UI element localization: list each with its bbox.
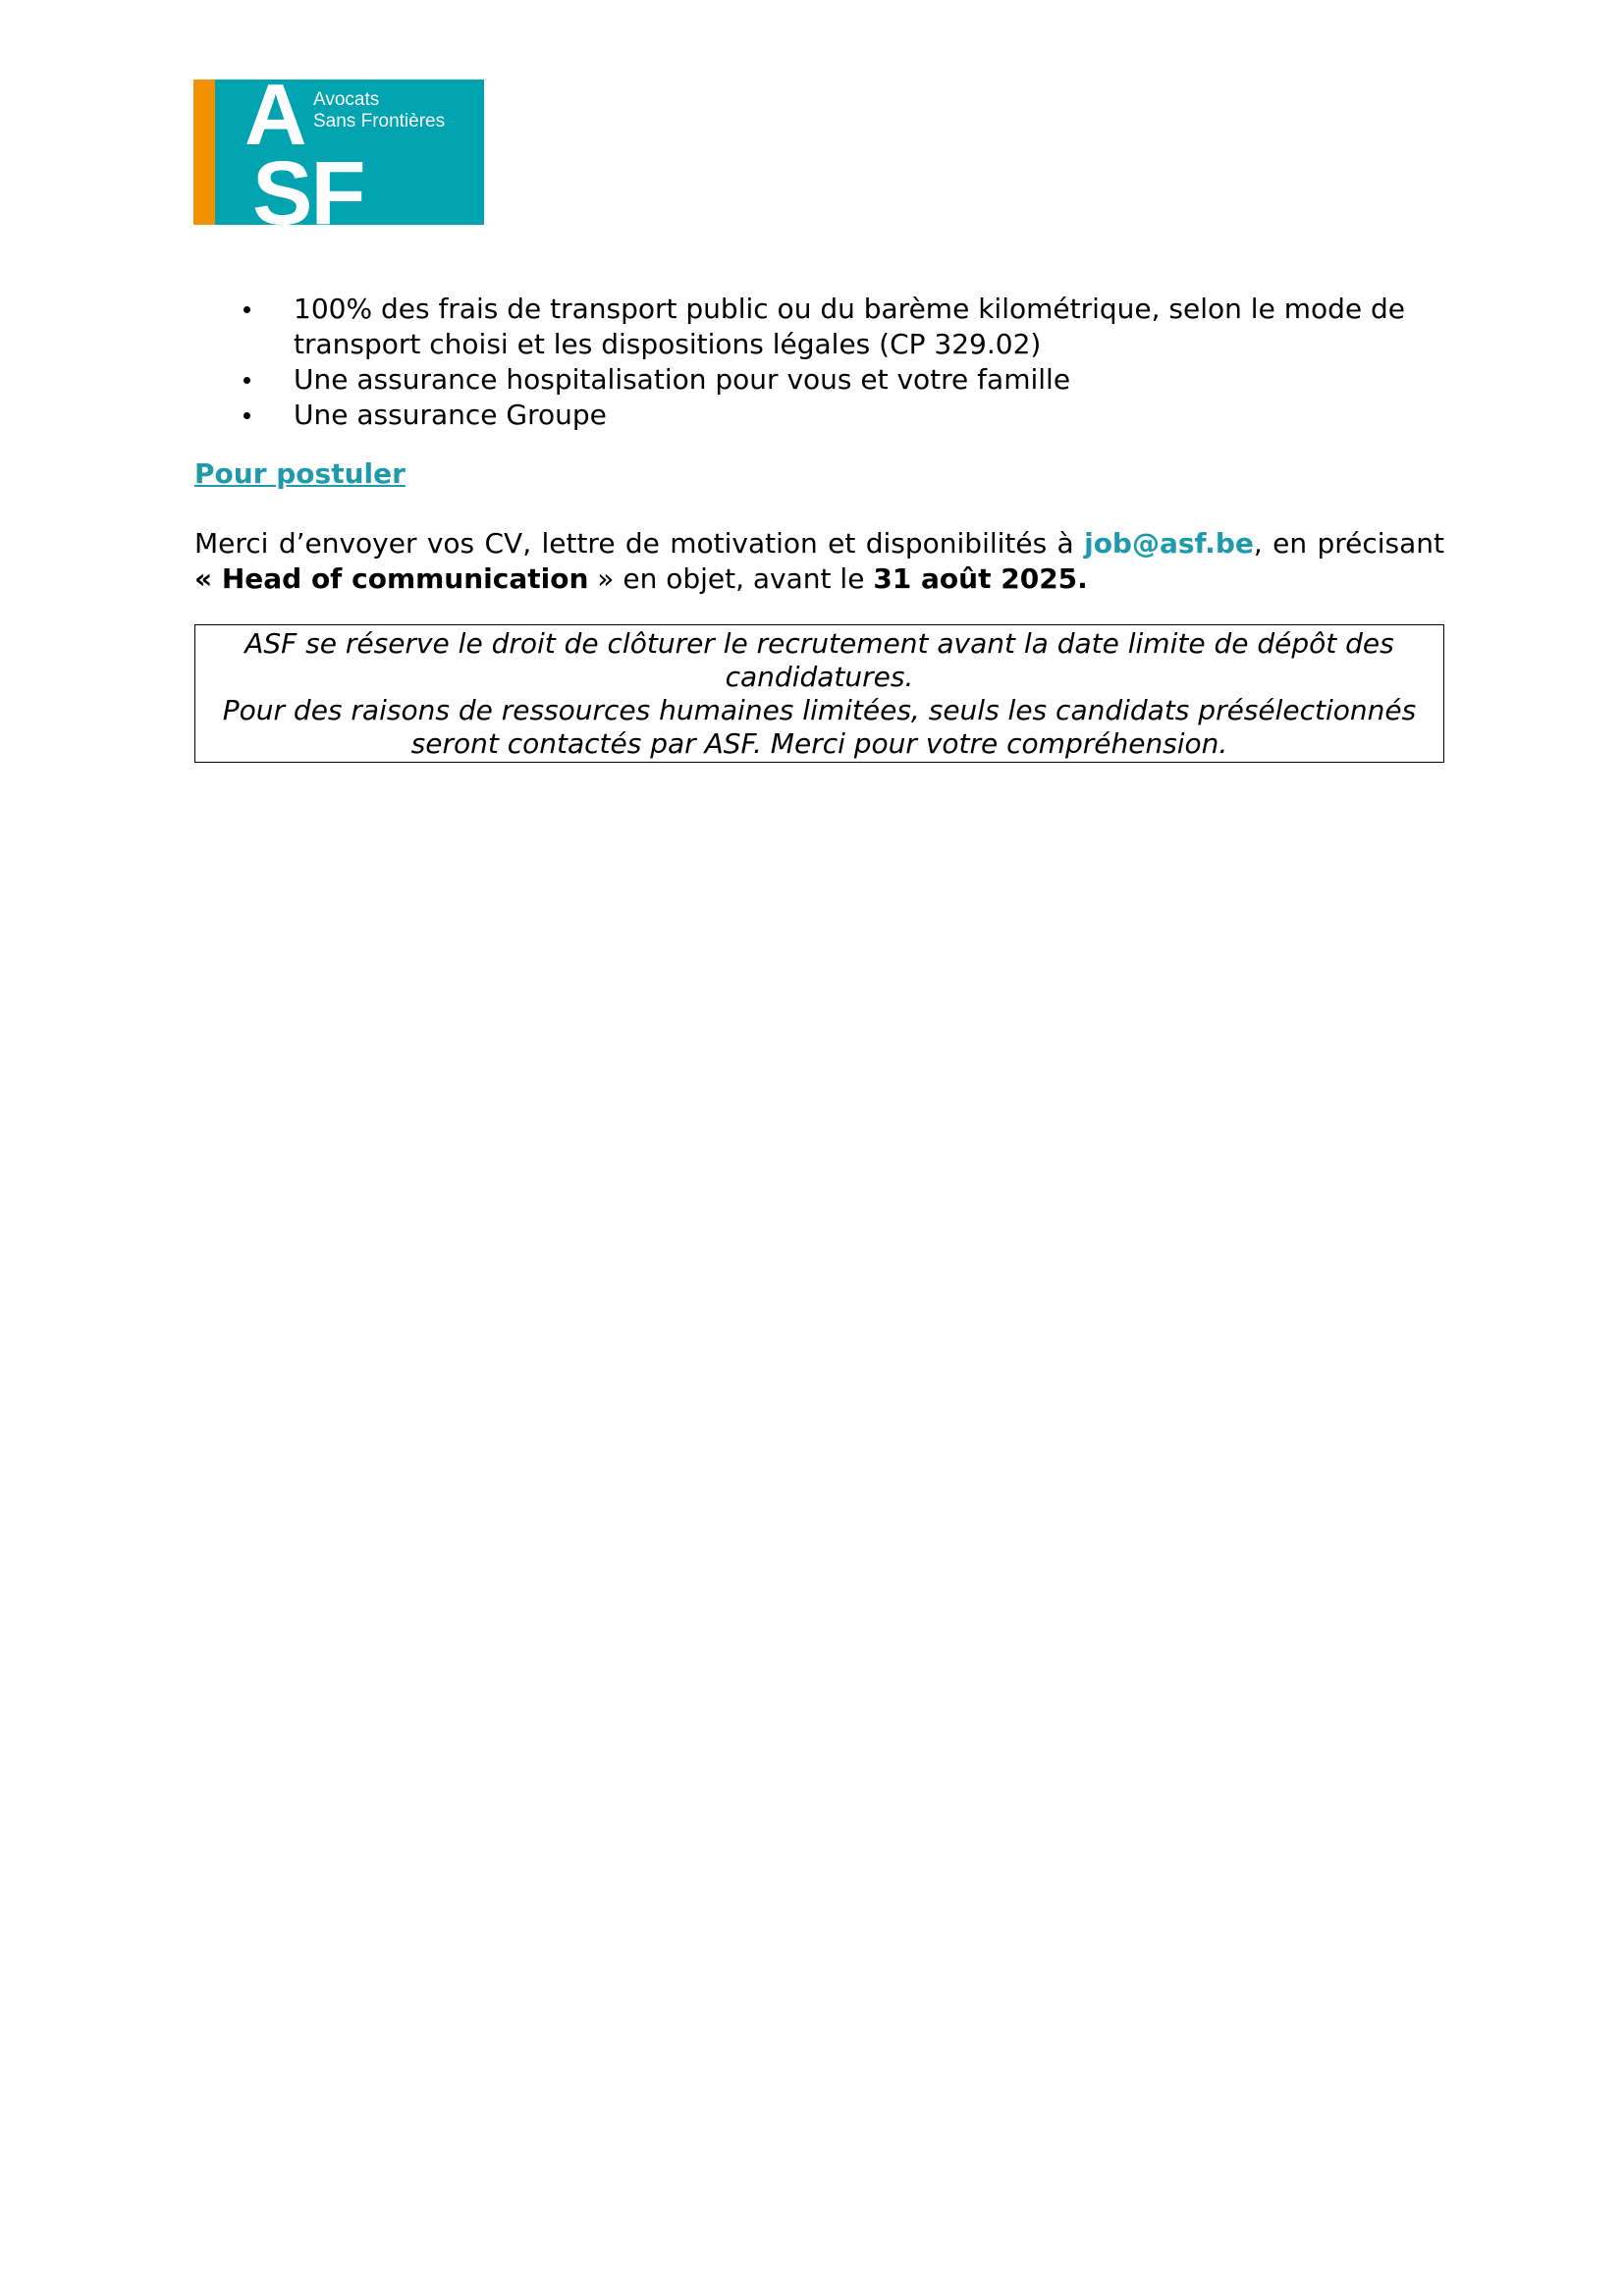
notice-line-1: ASF se réserve le droit de clôturer le recrutement avant la date limite de dépôt des candidatures. (244, 627, 1394, 693)
logo-name-line-2: Sans Frontières (313, 111, 446, 132)
recruitment-notice-box (194, 624, 1444, 763)
bullet-icon (244, 377, 250, 384)
benefits-list (194, 292, 1444, 433)
deadline: 31 août 2025. (873, 562, 1088, 595)
benefit-text: 100% des frais de transport public ou du barème kilométrique, selon le mode de transport choisi et les dispositions légales (CP 329.02) (294, 293, 1406, 360)
benefit-text: Une assurance hospitalisation pour vous et votre famille (294, 363, 1071, 396)
logo-orange-bar (193, 80, 215, 225)
logo-letter-a: A (244, 80, 307, 163)
notice-line-2: Pour des raisons de ressources humaines limitées, seuls les candidats présélectionnés seront contactés par ASF. Merci pour votre compréhension. (222, 694, 1417, 760)
apply-instructions (194, 526, 1444, 597)
apply-section-title: Pour postuler (194, 457, 406, 490)
document-body (194, 292, 1444, 763)
apply-text-1: Merci d’envoyer vos CV, lettre de motivation et disponibilités à (194, 527, 1085, 560)
apply-text-2: , en précisant (1253, 527, 1444, 560)
bullet-icon (244, 412, 250, 419)
benefit-item (194, 362, 1444, 398)
benefit-item (194, 398, 1444, 433)
bullet-icon (244, 306, 250, 313)
email-link[interactable]: job@asf.be (1084, 527, 1254, 560)
logo-name-line-1: Avocats (313, 89, 380, 110)
logo-organization-name (313, 89, 445, 133)
benefit-text: Une assurance Groupe (294, 399, 607, 431)
apply-text-3: » en objet, avant le (588, 562, 874, 595)
asf-logo (193, 80, 484, 225)
position-title: « Head of communication (194, 562, 589, 595)
benefit-item (194, 292, 1444, 362)
logo-letters-sf: SF (252, 143, 364, 225)
